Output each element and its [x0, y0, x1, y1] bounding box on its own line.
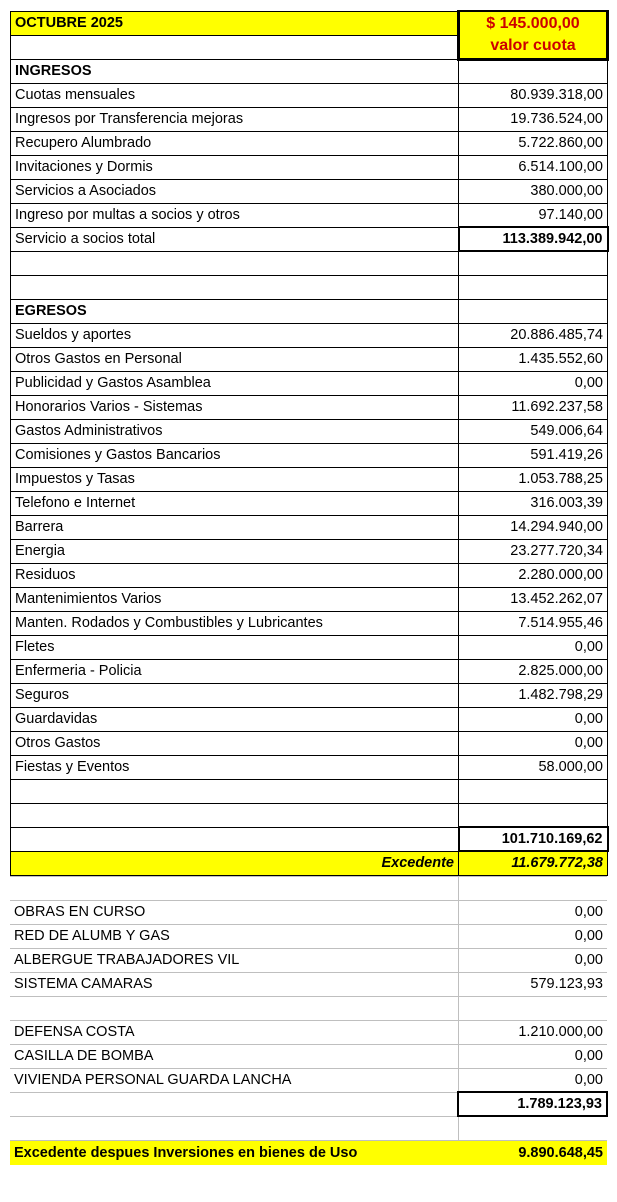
row-label: VIVIENDA PERSONAL GUARDA LANCHA	[10, 1068, 458, 1092]
row-value: 6.514.100,00	[459, 155, 608, 179]
row-label: Mantenimientos Varios	[11, 587, 459, 611]
income-section-title: INGRESOS	[11, 59, 459, 83]
row-label: Otros Gastos en Personal	[11, 347, 459, 371]
row-value: 14.294.940,00	[459, 515, 608, 539]
row-value: 0,00	[458, 1044, 607, 1068]
row-label: DEFENSA COSTA	[10, 1020, 458, 1044]
quota-caption-row	[11, 35, 608, 59]
row-label: Guardavidas	[11, 707, 459, 731]
final-surplus-table	[10, 1141, 607, 1165]
table-row	[11, 635, 608, 659]
blank-cell	[11, 779, 459, 803]
table-row	[10, 1044, 607, 1068]
blank-cell	[11, 275, 459, 299]
row-value: 2.825.000,00	[459, 659, 608, 683]
row-label: Fiestas y Eventos	[11, 755, 459, 779]
period-title: OCTUBRE 2025	[11, 11, 459, 35]
income-total-row	[11, 227, 608, 251]
row-value: 1.210.000,00	[458, 1020, 607, 1044]
table-row	[11, 491, 608, 515]
blank-cell	[11, 803, 459, 827]
row-label: Barrera	[11, 515, 459, 539]
blank-row	[11, 251, 608, 275]
table-row	[11, 155, 608, 179]
row-value: 23.277.720,34	[459, 539, 608, 563]
row-value: 80.939.318,00	[459, 83, 608, 107]
row-value: 19.736.524,00	[459, 107, 608, 131]
row-value: 13.452.262,07	[459, 587, 608, 611]
investments-total-row	[10, 1092, 607, 1116]
row-value: 0,00	[459, 731, 608, 755]
row-label: Cuotas mensuales	[11, 83, 459, 107]
table-row	[11, 179, 608, 203]
surplus-label: Excedente	[11, 851, 459, 875]
row-value: 0,00	[458, 948, 607, 972]
table-row	[11, 539, 608, 563]
blank-cell	[458, 876, 607, 900]
table-row	[11, 731, 608, 755]
main-ledger-table	[10, 10, 609, 876]
row-label: OBRAS EN CURSO	[10, 900, 458, 924]
row-value: 7.514.955,46	[459, 611, 608, 635]
blank-cell	[459, 275, 608, 299]
row-value: 380.000,00	[459, 179, 608, 203]
blank-cell	[459, 779, 608, 803]
income-total-value: 113.389.942,00	[459, 227, 608, 251]
row-label: Residuos	[11, 563, 459, 587]
row-label: Enfermeria - Policia	[11, 659, 459, 683]
row-value: 0,00	[458, 900, 607, 924]
table-row	[11, 371, 608, 395]
expense-section-title: EGRESOS	[11, 299, 459, 323]
table-row	[10, 972, 607, 996]
row-value: 1.435.552,60	[459, 347, 608, 371]
row-value: 0,00	[459, 371, 608, 395]
row-value: 316.003,39	[459, 491, 608, 515]
quota-amount: $ 145.000,00	[459, 11, 608, 35]
surplus-row	[11, 851, 608, 875]
row-label: Fletes	[11, 635, 459, 659]
row-value: 0,00	[458, 924, 607, 948]
row-label: Invitaciones y Dormis	[11, 155, 459, 179]
blank-cell	[459, 803, 608, 827]
table-row	[10, 900, 607, 924]
table-row	[10, 1020, 607, 1044]
row-value: 20.886.485,74	[459, 323, 608, 347]
row-value: 1.053.788,25	[459, 467, 608, 491]
surplus-value: 11.679.772,38	[459, 851, 608, 875]
quota-caption: valor cuota	[459, 35, 608, 59]
table-row	[10, 996, 607, 1020]
expense-total-blank	[11, 827, 459, 851]
blank-cell	[11, 251, 459, 275]
row-label: Honorarios Varios - Sistemas	[11, 395, 459, 419]
expense-section-header-row	[11, 299, 608, 323]
table-row	[11, 83, 608, 107]
expense-section-blank	[459, 299, 608, 323]
table-row	[11, 467, 608, 491]
table-row	[11, 755, 608, 779]
table-row	[11, 107, 608, 131]
blank-row	[11, 275, 608, 299]
row-label: Servicios a Asociados	[11, 179, 459, 203]
row-value: 1.482.798,29	[459, 683, 608, 707]
row-label: Manten. Rodados y Combustibles y Lubricantes	[11, 611, 459, 635]
table-row	[11, 443, 608, 467]
expense-total-row	[11, 827, 608, 851]
final-surplus-value: 9.890.648,45	[458, 1141, 607, 1165]
blank-cell	[10, 876, 458, 900]
row-value: 0,00	[459, 707, 608, 731]
table-row	[11, 611, 608, 635]
row-label: Sueldos y aportes	[11, 323, 459, 347]
row-label: Ingresos por Transferencia mejoras	[11, 107, 459, 131]
table-row	[11, 323, 608, 347]
row-value: 5.722.860,00	[459, 131, 608, 155]
income-total-label: Servicio a socios total	[11, 227, 459, 251]
row-label: RED DE ALUMB Y GAS	[10, 924, 458, 948]
final-surplus-row	[10, 1141, 607, 1165]
header-row	[11, 11, 608, 35]
row-label: Telefono e Internet	[11, 491, 459, 515]
row-value: 579.123,93	[458, 972, 607, 996]
investments-total-blank	[10, 1092, 458, 1116]
balance-sheet	[10, 10, 607, 1165]
table-row	[10, 948, 607, 972]
blank-row	[11, 779, 608, 803]
header-blank-cell	[11, 35, 459, 59]
table-row	[11, 419, 608, 443]
row-label: Impuestos y Tasas	[11, 467, 459, 491]
table-row	[11, 347, 608, 371]
table-row	[11, 587, 608, 611]
row-value: 97.140,00	[459, 203, 608, 227]
table-row	[11, 659, 608, 683]
blank-cell	[10, 1116, 458, 1140]
row-value	[458, 996, 607, 1020]
row-label: ALBERGUE TRABAJADORES VIL	[10, 948, 458, 972]
row-label: Publicidad y Gastos Asamblea	[11, 371, 459, 395]
table-row	[11, 707, 608, 731]
row-label: Energia	[11, 539, 459, 563]
row-value: 0,00	[458, 1068, 607, 1092]
investments-total-value: 1.789.123,93	[458, 1092, 607, 1116]
blank-row	[11, 803, 608, 827]
table-row	[11, 203, 608, 227]
row-label: SISTEMA CAMARAS	[10, 972, 458, 996]
blank-row	[10, 1116, 607, 1140]
row-value: 11.692.237,58	[459, 395, 608, 419]
row-label: Comisiones y Gastos Bancarios	[11, 443, 459, 467]
row-label: Recupero Alumbrado	[11, 131, 459, 155]
table-row	[10, 1068, 607, 1092]
row-value: 2.280.000,00	[459, 563, 608, 587]
table-row	[11, 131, 608, 155]
investments-spacer-row	[10, 876, 607, 900]
table-row	[11, 395, 608, 419]
blank-cell	[459, 251, 608, 275]
investments-table	[10, 876, 608, 1141]
row-value: 549.006,64	[459, 419, 608, 443]
row-value: 58.000,00	[459, 755, 608, 779]
blank-cell	[458, 1116, 607, 1140]
income-section-blank	[459, 59, 608, 83]
row-value: 591.419,26	[459, 443, 608, 467]
table-row	[10, 924, 607, 948]
final-surplus-label: Excedente despues Inversiones en bienes de Uso	[10, 1141, 458, 1165]
expense-total-value: 101.710.169,62	[459, 827, 608, 851]
table-row	[11, 683, 608, 707]
table-row	[11, 515, 608, 539]
row-label: Seguros	[11, 683, 459, 707]
row-label: CASILLA DE BOMBA	[10, 1044, 458, 1068]
row-label: Ingreso por multas a socios y otros	[11, 203, 459, 227]
row-label: Otros Gastos	[11, 731, 459, 755]
table-row	[11, 563, 608, 587]
income-section-header-row	[11, 59, 608, 83]
row-value: 0,00	[459, 635, 608, 659]
row-label	[10, 996, 458, 1020]
row-label: Gastos Administrativos	[11, 419, 459, 443]
